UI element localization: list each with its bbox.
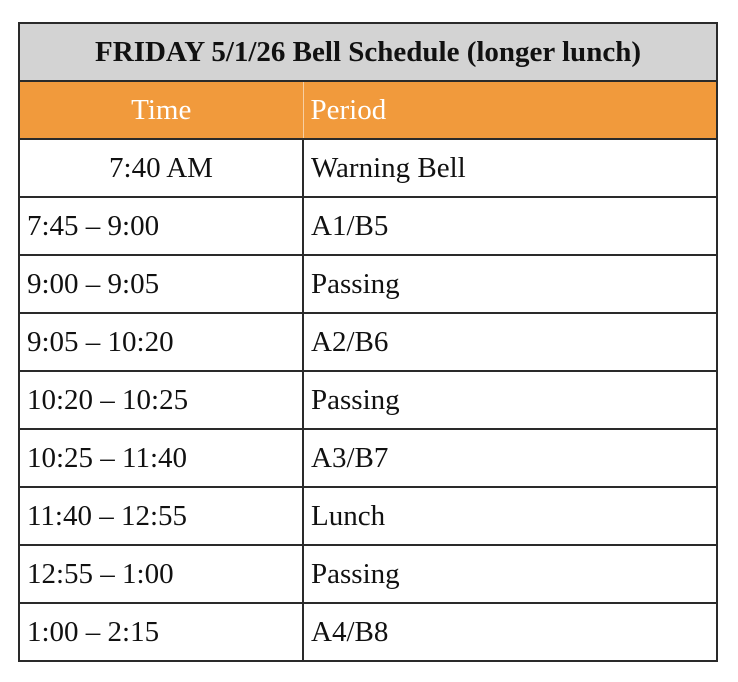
schedule-title: FRIDAY 5/1/26 Bell Schedule (longer lunch) — [19, 23, 717, 81]
time-cell: 7:45 – 9:00 — [19, 197, 303, 255]
title-row — [19, 23, 717, 81]
period-cell: A2/B6 — [303, 313, 717, 371]
column-header-row — [19, 81, 717, 139]
period-cell: A4/B8 — [303, 603, 717, 661]
time-cell: 1:00 – 2:15 — [19, 603, 303, 661]
period-cell: Passing — [303, 255, 717, 313]
table-row — [19, 429, 717, 487]
table-row — [19, 545, 717, 603]
time-cell: 10:25 – 11:40 — [19, 429, 303, 487]
time-cell: 9:05 – 10:20 — [19, 313, 303, 371]
time-cell: 9:00 – 9:05 — [19, 255, 303, 313]
bell-schedule-table — [18, 22, 718, 662]
table-row — [19, 603, 717, 661]
table-row — [19, 255, 717, 313]
table-row — [19, 139, 717, 197]
table-row — [19, 313, 717, 371]
period-cell: Passing — [303, 545, 717, 603]
time-cell: 12:55 – 1:00 — [19, 545, 303, 603]
table-row — [19, 487, 717, 545]
period-cell: Lunch — [303, 487, 717, 545]
time-cell: 7:40 AM — [19, 139, 303, 197]
table-row — [19, 197, 717, 255]
table-row — [19, 371, 717, 429]
period-cell: Warning Bell — [303, 139, 717, 197]
period-cell: A3/B7 — [303, 429, 717, 487]
period-cell: A1/B5 — [303, 197, 717, 255]
column-header-time: Time — [19, 81, 303, 139]
time-cell: 10:20 – 10:25 — [19, 371, 303, 429]
period-cell: Passing — [303, 371, 717, 429]
column-header-period: Period — [303, 81, 717, 139]
time-cell: 11:40 – 12:55 — [19, 487, 303, 545]
